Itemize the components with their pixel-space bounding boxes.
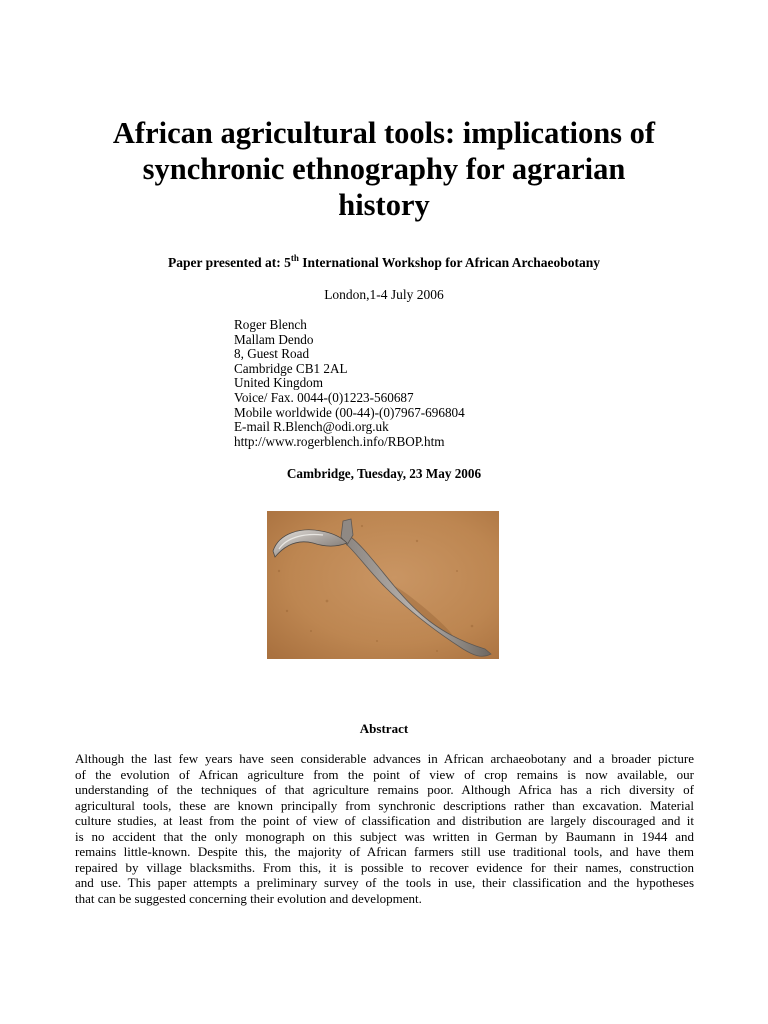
abstract-line: culture studies, at least from the point of view of classification and distribution are largely discouraged and it xyxy=(75,813,694,828)
presentation-suffix: International Workshop for African Archaeobotany xyxy=(298,255,601,270)
paper-title xyxy=(60,115,708,223)
email: E-mail R.Blench@odi.org.uk xyxy=(234,419,389,435)
presentation-note xyxy=(0,254,768,272)
mobile-phone: Mobile worldwide (00-44)-(0)7967-696804 xyxy=(234,404,465,420)
abstract-line: Although the last few years have seen considerable advances in African archaeobotany and a broader picture xyxy=(75,751,694,766)
country: United Kingdom xyxy=(234,375,324,391)
city-postcode: Cambridge CB1 2AL xyxy=(234,360,348,376)
voice-fax: Voice/ Fax. 0044-(0)1223-560687 xyxy=(234,389,414,405)
abstract-heading: Abstract xyxy=(359,721,409,736)
website-url: http://www.rogerblench.info/RBOP.htm xyxy=(234,433,445,449)
abstract-body xyxy=(75,751,694,906)
abstract-line: repaired by village blacksmiths. From this, it is possible to recover evidence for their names, construction xyxy=(75,859,694,875)
title-line: history xyxy=(338,188,430,222)
abstract-line: that can be suggested concerning their evolution and development. xyxy=(75,890,422,906)
author-name: Roger Blench xyxy=(234,317,307,332)
title-line: synchronic ethnography for agrarian xyxy=(142,152,626,186)
author-address-block xyxy=(234,318,465,449)
abstract-line: understanding of the techniques of that agriculture remains poor. Although Africa has a rich diversity of xyxy=(75,782,694,797)
presentation-prefix: Paper presented at: 5 xyxy=(167,255,291,270)
sickle-tool-photo xyxy=(267,511,499,659)
organization: Mallam Dendo xyxy=(234,331,314,347)
abstract-line: remains little-known. Despite this, the majority of African farmers still use traditional tools, and have them xyxy=(75,844,694,859)
venue-date: London,1-4 July 2006 xyxy=(324,287,444,302)
abstract-line: and use. This paper attempts a preliminary survey of the tools in use, their classification and the hypotheses xyxy=(75,875,694,890)
dateline: Cambridge, Tuesday, 23 May 2006 xyxy=(286,466,482,481)
abstract-line: of the evolution of African agriculture from the point of view of crop remains is now available, our xyxy=(75,766,694,782)
street-address: 8, Guest Road xyxy=(234,346,310,362)
ordinal-superscript: th xyxy=(290,253,299,263)
abstract-line: is no accident that the only monograph on this subject was written in German by Baumann in 1944 and xyxy=(75,828,694,844)
abstract-line: agricultural tools, these are known principally from synchronic descriptions rather than excavation. Material xyxy=(75,797,694,813)
title-line: African agricultural tools: implications of xyxy=(112,116,656,150)
